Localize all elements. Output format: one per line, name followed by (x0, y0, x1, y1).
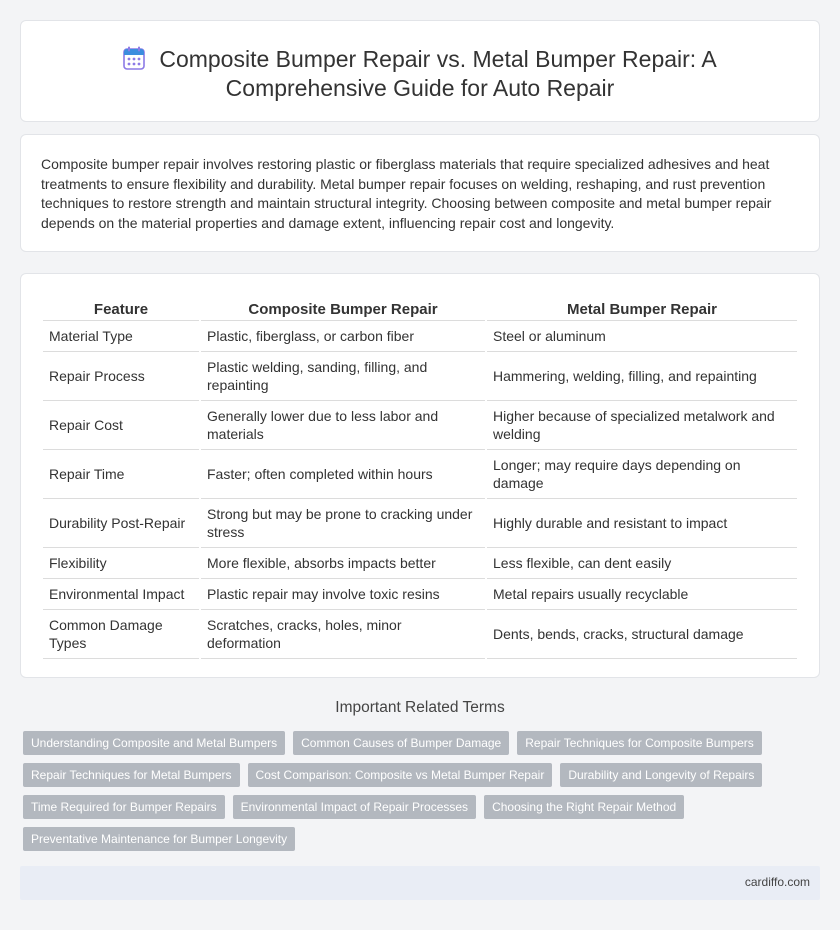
intro-card (20, 134, 820, 252)
table-cell: Generally lower due to less labor and materials (201, 401, 485, 450)
header-feature: Feature (43, 294, 199, 321)
related-term-tag[interactable]: Repair Techniques for Metal Bumpers (23, 763, 240, 787)
table-cell: Repair Process (43, 352, 199, 401)
table-cell: Steel or aluminum (487, 321, 797, 352)
related-term-tag[interactable]: Preventative Maintenance for Bumper Longevity (23, 827, 295, 851)
table-cell: Scratches, cracks, holes, minor deformation (201, 610, 485, 659)
comparison-card (20, 273, 820, 678)
header-composite: Composite Bumper Repair (201, 294, 485, 321)
table-cell: Highly durable and resistant to impact (487, 499, 797, 548)
table-cell: Repair Time (43, 450, 199, 499)
table-cell: Strong but may be prone to cracking under stress (201, 499, 485, 548)
footer (20, 866, 820, 900)
table-cell: Common Damage Types (43, 610, 199, 659)
footer-domain[interactable]: cardiffo.com (744, 875, 810, 889)
table-cell: Hammering, welding, filling, and repainting (487, 352, 797, 401)
related-term-tag[interactable]: Time Required for Bumper Repairs (23, 795, 225, 819)
related-term-tag[interactable]: Durability and Longevity of Repairs (560, 763, 762, 787)
table-cell: Higher because of specialized metalwork and welding (487, 401, 797, 450)
title-line-1: Composite Bumper Repair vs. Metal Bumper Repair: A (159, 46, 717, 72)
title-card (20, 20, 820, 122)
page-title (21, 45, 819, 103)
related-term-tag[interactable]: Common Causes of Bumper Damage (293, 731, 509, 755)
table-cell: Plastic, fiberglass, or carbon fiber (201, 321, 485, 352)
table-row (43, 579, 797, 610)
table-row (43, 548, 797, 579)
related-term-tag[interactable]: Environmental Impact of Repair Processes (233, 795, 476, 819)
related-term-tag[interactable]: Cost Comparison: Composite vs Metal Bumper Repair (248, 763, 553, 787)
table-row (43, 321, 797, 352)
table-cell: Material Type (43, 321, 199, 352)
table-cell: Metal repairs usually recyclable (487, 579, 797, 610)
table-cell: Plastic repair may involve toxic resins (201, 579, 485, 610)
related-term-tag[interactable]: Understanding Composite and Metal Bumpers (23, 731, 285, 755)
table-row (43, 499, 797, 548)
table-cell: Dents, bends, cracks, structural damage (487, 610, 797, 659)
related-terms-list (23, 731, 823, 851)
table-cell: Less flexible, can dent easily (487, 548, 797, 579)
title-line-2: Comprehensive Guide for Auto Repair (225, 75, 615, 101)
table-cell: Environmental Impact (43, 579, 199, 610)
intro-paragraph: Composite bumper repair involves restoring plastic or fiberglass materials that require specialized adhesives and heat treatments to ensure flexibility and durability. Metal bumper repair focuses on welding, reshaping, and rust prevention techniques to restore strength and maintain structural integrity. Choosing between composite and metal bumper repair depends on the material properties and damage extent, influencing repair cost and longevity. (41, 156, 772, 231)
table-cell: Faster; often completed within hours (201, 450, 485, 499)
related-term-tag[interactable]: Choosing the Right Repair Method (484, 795, 684, 819)
table-row (43, 610, 797, 659)
table-row (43, 401, 797, 450)
table-cell: Flexibility (43, 548, 199, 579)
calendar-icon (123, 46, 145, 70)
table-cell: Longer; may require days depending on damage (487, 450, 797, 499)
table-cell: More flexible, absorbs impacts better (201, 548, 485, 579)
comparison-table (41, 294, 799, 659)
table-cell: Repair Cost (43, 401, 199, 450)
table-header-row (43, 294, 797, 321)
table-cell: Durability Post-Repair (43, 499, 199, 548)
table-row (43, 450, 797, 499)
header-metal: Metal Bumper Repair (487, 294, 797, 321)
related-term-tag[interactable]: Repair Techniques for Composite Bumpers (517, 731, 762, 755)
table-cell: Plastic welding, sanding, filling, and repainting (201, 352, 485, 401)
related-terms-heading: Important Related Terms (335, 699, 505, 716)
table-row (43, 352, 797, 401)
